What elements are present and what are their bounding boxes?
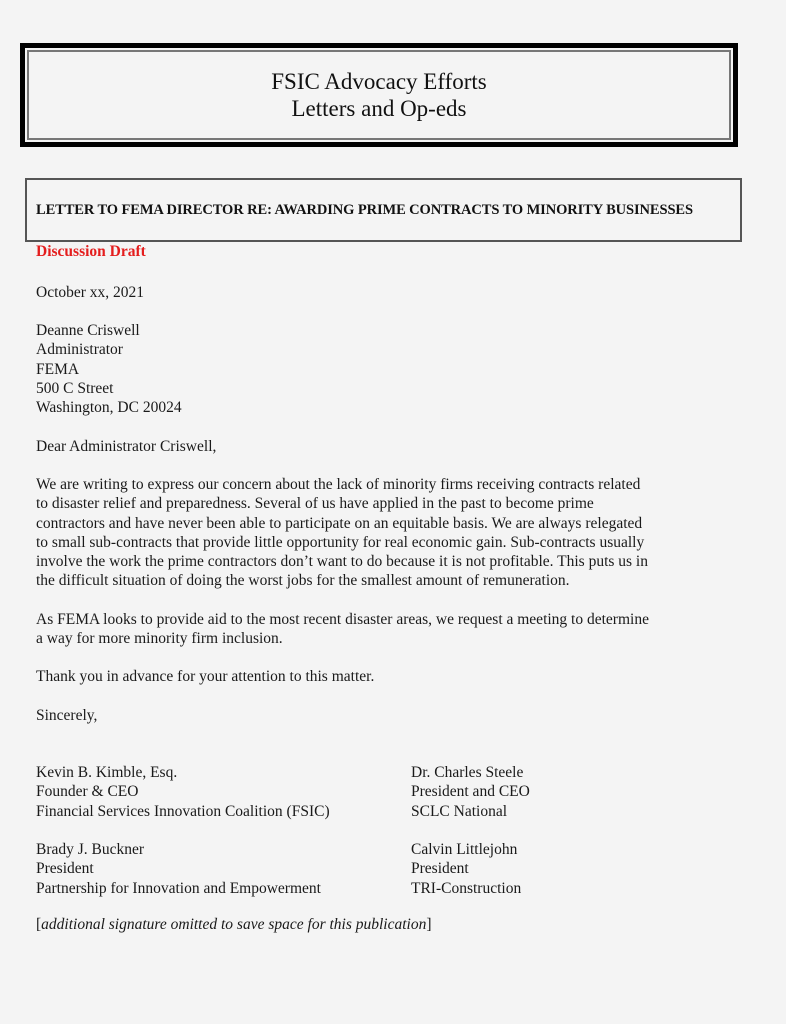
signatory-title: President: [411, 860, 469, 878]
paragraph-line: contractors and have never been able to participate on an equitable basis. We are always relegated: [36, 514, 643, 532]
recipient-street: 500 C Street: [36, 379, 114, 397]
recipient-city: Washington, DC 20024: [36, 399, 182, 417]
signatory-name: Calvin Littlejohn: [411, 841, 518, 858]
paragraph-line: to small sub-contracts that provide little opportunity for real economic gain. Sub-contracts usually: [36, 533, 645, 551]
signatory-name: Brady J. Buckner: [36, 841, 145, 858]
paragraph-line: involve the work the prime contractors don’t want to do because it is not profitable. This puts us in: [36, 553, 648, 571]
signatory-organization: Financial Services Innovation Coalition (FSIC): [36, 802, 330, 820]
signatory-organization: Partnership for Innovation and Empowerment: [36, 879, 321, 897]
signatory-title: President: [36, 860, 94, 878]
signatory-block: [36, 840, 321, 898]
paragraph-line: to disaster relief and preparedness. Several of us have applied in the past to become prime: [36, 495, 594, 513]
body-paragraph-1: [36, 475, 736, 591]
recipient-title: Administrator: [36, 341, 123, 359]
paragraph-line: the difficult situation of doing the worst jobs for the smallest amount of remuneration.: [36, 572, 570, 590]
document-subtitle: Letters and Op-eds: [291, 96, 467, 121]
salutation: Dear Administrator Criswell,: [36, 438, 217, 455]
signatory-block: [36, 763, 330, 821]
publication-note: [36, 916, 432, 934]
paragraph-line: We are writing to express our concern about the lack of minority firms receiving contracts related: [36, 476, 641, 493]
letter-subject-box: [25, 178, 742, 242]
recipient-address: [36, 321, 736, 417]
document-title: FSIC Advocacy Efforts: [271, 69, 487, 94]
signatory-organization: TRI-Construction: [411, 879, 522, 897]
signatory-name: Dr. Charles Steele: [411, 764, 524, 781]
recipient-organization: FEMA: [36, 360, 80, 378]
closing: Sincerely,: [36, 707, 98, 724]
document-header-box: [20, 43, 738, 147]
document-header-inner: [27, 50, 731, 140]
paragraph-line: a way for more minority firm inclusion.: [36, 630, 283, 648]
note-bracket-open: [: [36, 916, 42, 933]
body-paragraph-3: Thank you in advance for your attention to this matter.: [36, 668, 375, 685]
signatory-block: [411, 840, 521, 898]
letter-date: October xx, 2021: [36, 284, 145, 301]
signatory-name: Kevin B. Kimble, Esq.: [36, 764, 178, 781]
signatory-title: Founder & CEO: [36, 783, 139, 801]
letter-subject: LETTER TO FEMA DIRECTOR RE: AWARDING PRIME CONTRACTS TO MINORITY BUSINESSES: [36, 201, 693, 218]
signatory-block: [411, 763, 530, 821]
body-paragraph-2: [36, 610, 736, 649]
note-bracket-close: ]: [426, 916, 432, 933]
note-text: additional signature omitted to save space for this publication: [41, 916, 427, 933]
paragraph-line: As FEMA looks to provide aid to the most recent disaster areas, we request a meeting to determine: [36, 611, 649, 628]
signatory-organization: SCLC National: [411, 802, 508, 820]
draft-label: Discussion Draft: [36, 243, 146, 260]
recipient-name: Deanne Criswell: [36, 322, 140, 339]
signatory-title: President and CEO: [411, 783, 530, 801]
